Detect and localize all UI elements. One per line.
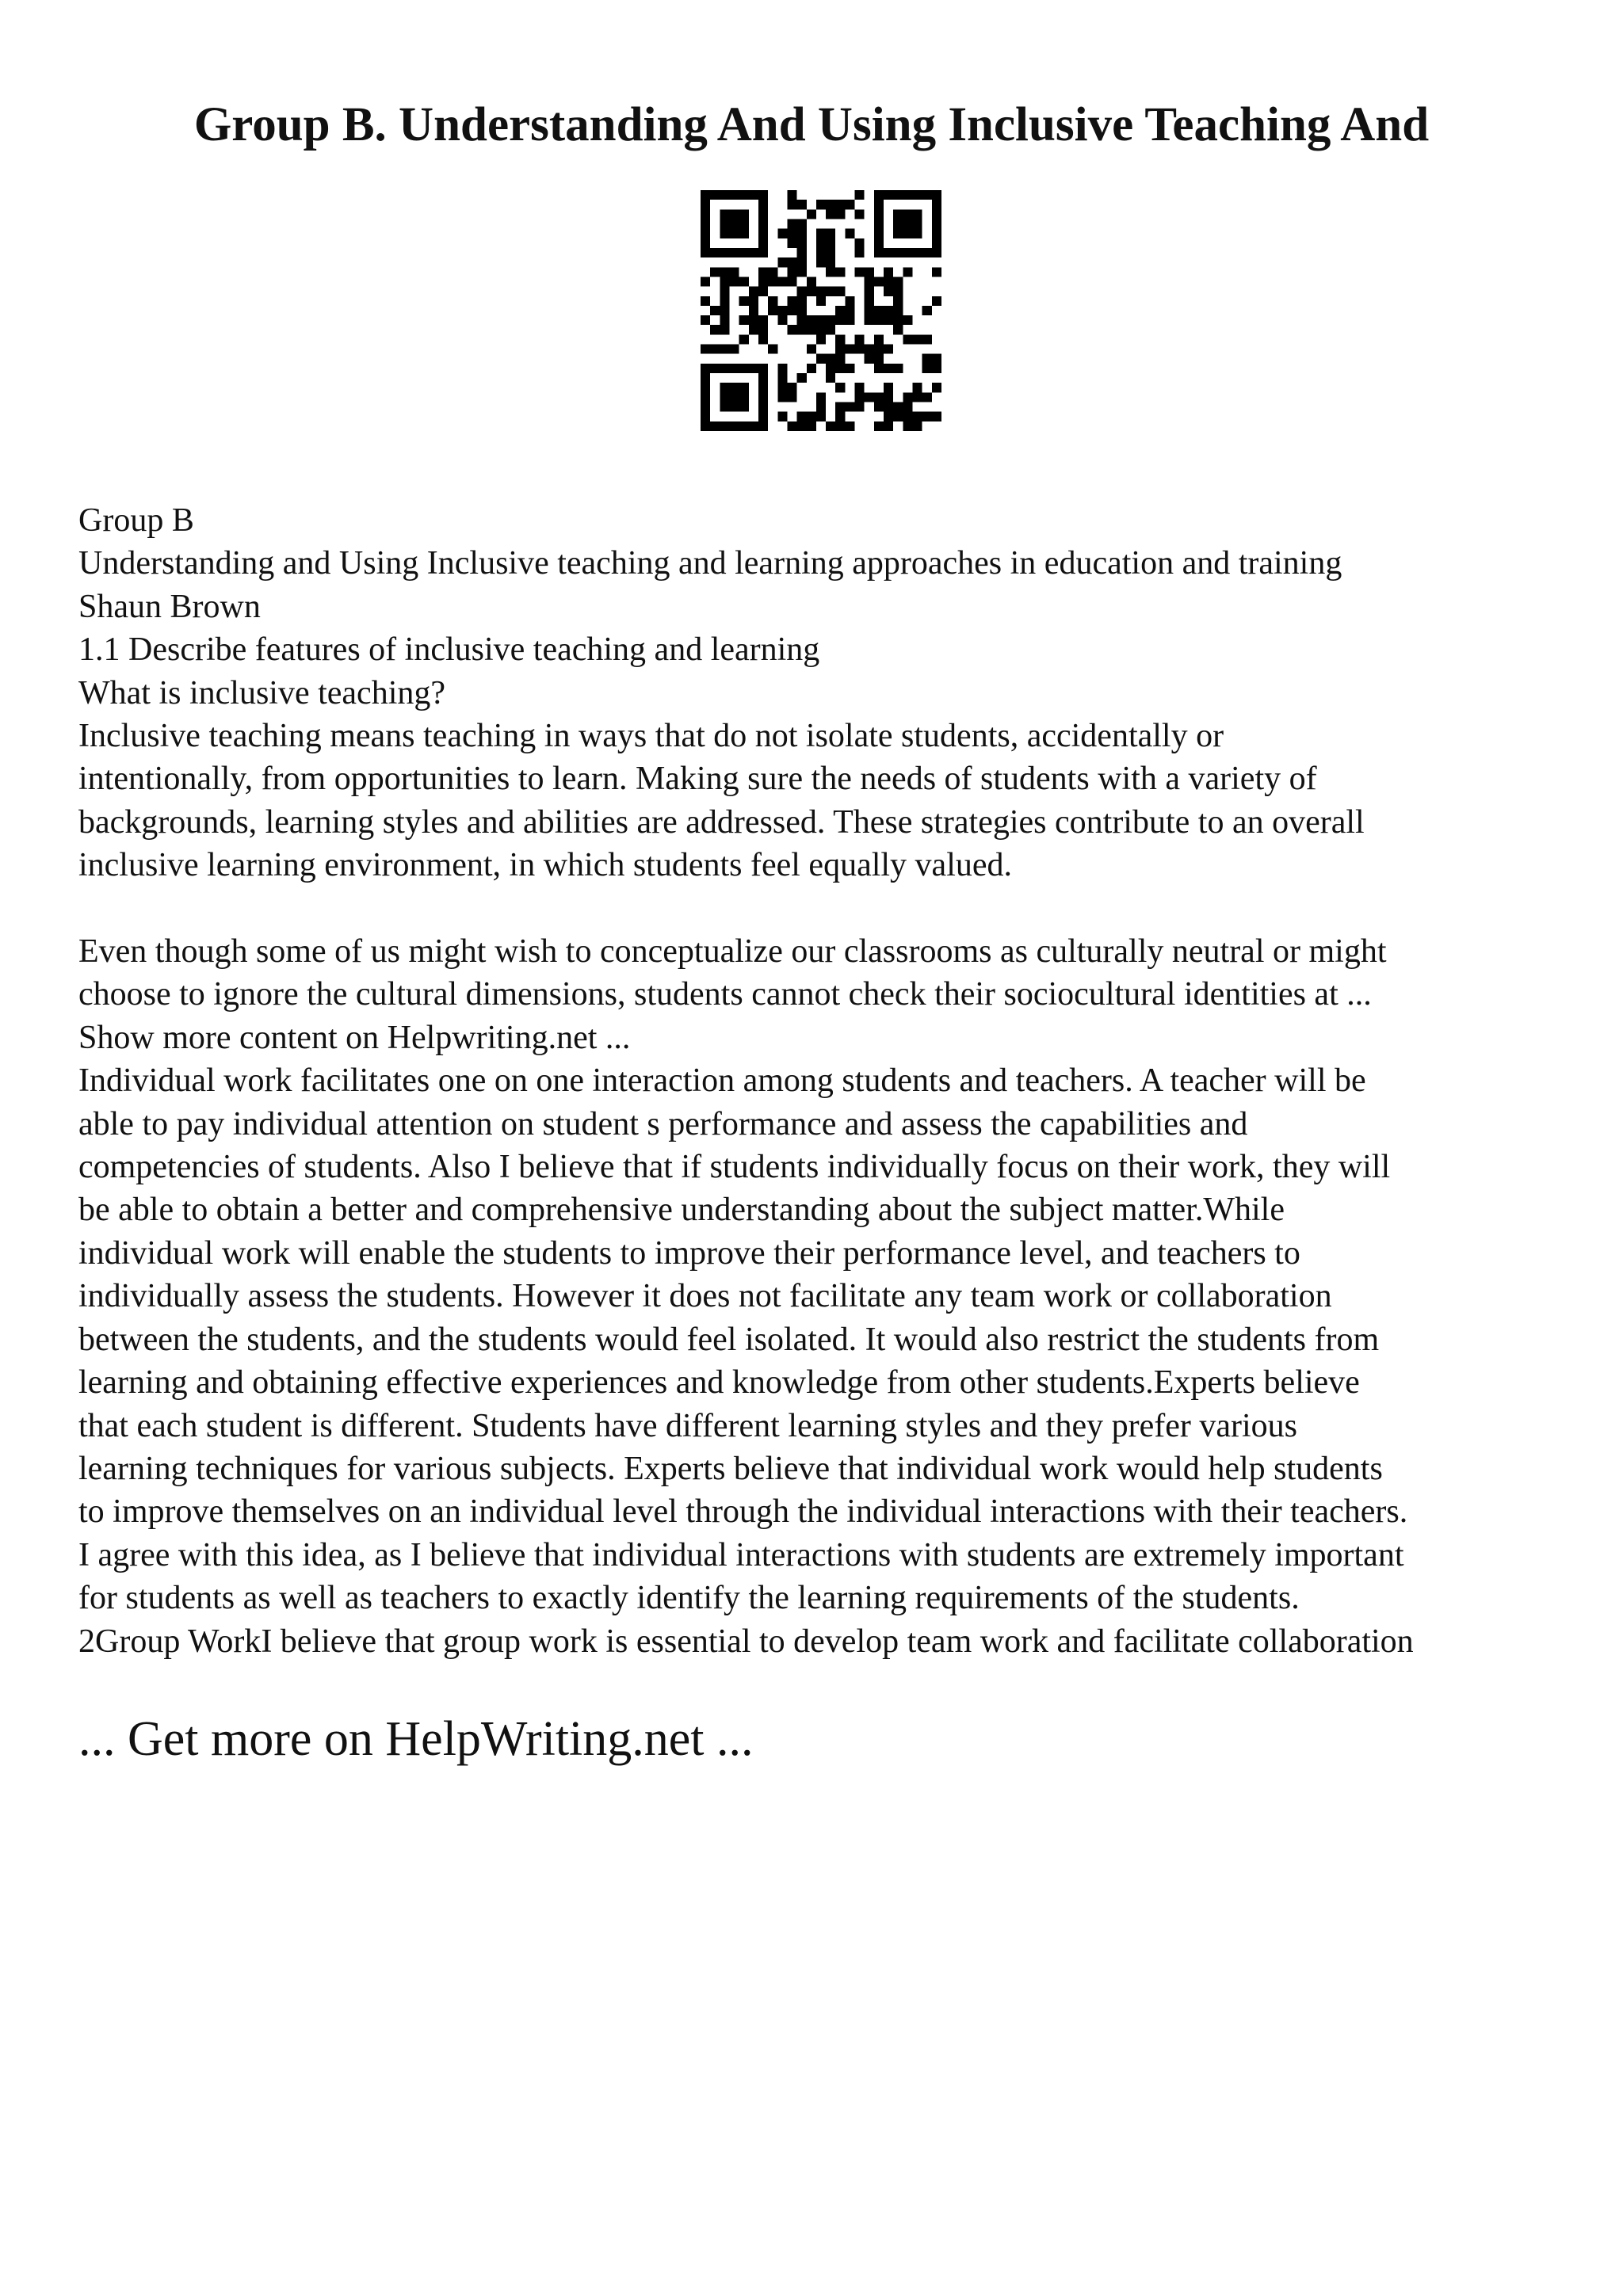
paragraph-line: that each student is different. Students have different learning styles and they prefer various — [78, 1407, 1297, 1444]
paragraph-line: for students as well as teachers to exactly identify the learning requirements of the students. — [78, 1580, 1300, 1617]
paragraph-line: backgrounds, learning styles and abilities are addressed. These strategies contribute to an overall — [78, 803, 1365, 841]
paragraph-line: I agree with this idea, as I believe that individual interactions with students are extremely important — [78, 1536, 1404, 1573]
paragraph-line: able to pay individual attention on student s performance and assess the capabilities and — [78, 1105, 1248, 1142]
paragraph-line: competencies of students. Also I believe that if students individually focus on their work, they will — [78, 1149, 1391, 1186]
paragraph-line: 2Group WorkI believe that group work is essential to develop team work and facilitate collaboration — [78, 1623, 1414, 1660]
paragraph-line: to improve themselves on an individual level through the individual interactions with their teachers. — [78, 1493, 1408, 1531]
paragraph-line: learning and obtaining effective experiences and knowledge from other students.Experts believe — [78, 1364, 1360, 1402]
paragraph-line: learning techniques for various subjects. Experts believe that individual work would help students — [78, 1450, 1383, 1487]
get-more-link[interactable]: ... Get more on HelpWriting.net ... — [78, 1712, 754, 1766]
group-label: Group B — [78, 502, 194, 539]
paragraph-line: Inclusive teaching means teaching in ways that do not isolate students, accidentally or — [78, 718, 1224, 755]
paragraph-line: inclusive learning environment, in which students feel equally valued. — [78, 847, 1013, 884]
author-name: Shaun Brown — [78, 588, 261, 625]
paragraph-line: between the students, and the students would feel isolated. It would also restrict the students from — [78, 1321, 1380, 1358]
section-heading: 1.1 Describe features of inclusive teaching and learning — [78, 631, 820, 669]
qr-code-image — [701, 190, 941, 431]
subject-line: Understanding and Using Inclusive teaching and learning approaches in education and training — [78, 545, 1342, 582]
document-body — [78, 499, 1584, 1663]
paragraph-line: Even though some of us might wish to conceptualize our classrooms as culturally neutral or might — [78, 933, 1387, 971]
page-title: Group B. Understanding And Using Inclusive Teaching And — [193, 98, 1430, 151]
question-line: What is inclusive teaching? — [78, 674, 446, 711]
paragraph-line: Individual work facilitates one on one interaction among students and teachers. A teacher will be — [78, 1062, 1366, 1100]
show-more-line[interactable]: Show more content on Helpwriting.net ... — [78, 1019, 631, 1056]
paragraph-line: individual work will enable the students to improve their performance level, and teachers to — [78, 1234, 1300, 1272]
paragraph-line: individually assess the students. However it does not facilitate any team work or collaboration — [78, 1278, 1332, 1315]
paragraph-line: intentionally, from opportunities to learn. Making sure the needs of students with a variety of — [78, 761, 1317, 798]
paragraph-line: be able to obtain a better and comprehensive understanding about the subject matter.While — [78, 1192, 1285, 1229]
paragraph-line: choose to ignore the cultural dimensions, students cannot check their sociocultural identities at ... — [78, 976, 1372, 1013]
paragraph-spacer — [78, 887, 1584, 930]
